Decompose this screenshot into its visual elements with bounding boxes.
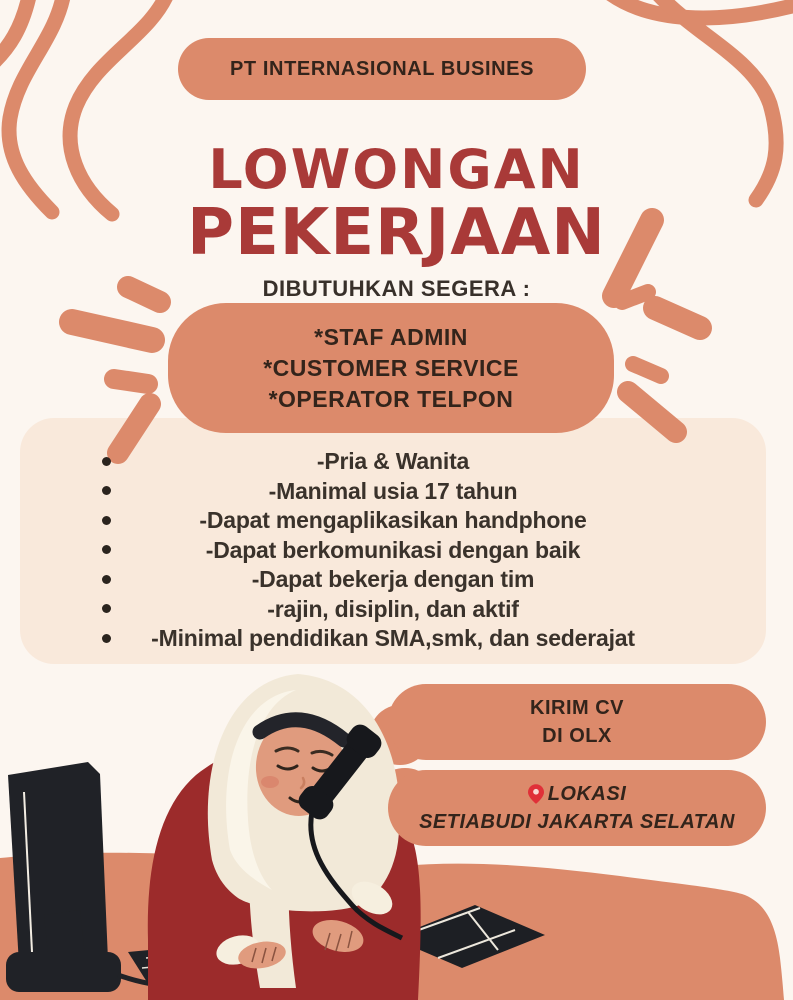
poster-title-line1: LOWONGAN	[208, 138, 585, 201]
cv-line2: DI OLX	[542, 725, 612, 747]
location-pin-icon	[528, 784, 544, 804]
requirement-item: -rajin, disiplin, dan aktif	[20, 595, 766, 625]
poster-title-line2: PEKERJAAN	[187, 196, 606, 270]
company-name: PT INTERNASIONAL BUSINES	[229, 57, 535, 80]
poster-subtitle: DIBUTUHKAN SEGERA :	[262, 276, 531, 301]
location-label: LOKASI	[547, 783, 627, 805]
position-item: *OPERATOR TELPON	[268, 385, 514, 412]
requirement-item: -Minimal pendidikan SMA,smk, dan sederajat	[20, 624, 766, 654]
send-cv-pill	[388, 684, 766, 760]
requirement-item: -Pria & Wanita	[20, 447, 766, 477]
requirement-item: -Manimal usia 17 tahun	[20, 477, 766, 507]
requirements-list	[20, 420, 766, 664]
requirement-item: -Dapat mengaplikasikan handphone	[20, 506, 766, 536]
cv-line1: KIRIM CV	[530, 697, 624, 719]
requirement-item: -Dapat berkomunikasi dengan baik	[20, 536, 766, 566]
requirement-item: -Dapat bekerja dengan tim	[20, 565, 766, 595]
company-pill	[178, 38, 586, 100]
location-value: SETIABUDI JAKARTA SELATAN	[419, 811, 735, 833]
position-item: *STAF ADMIN	[314, 323, 468, 350]
position-item: *CUSTOMER SERVICE	[263, 354, 519, 381]
location-pill	[388, 770, 766, 846]
positions-pill	[168, 303, 614, 433]
